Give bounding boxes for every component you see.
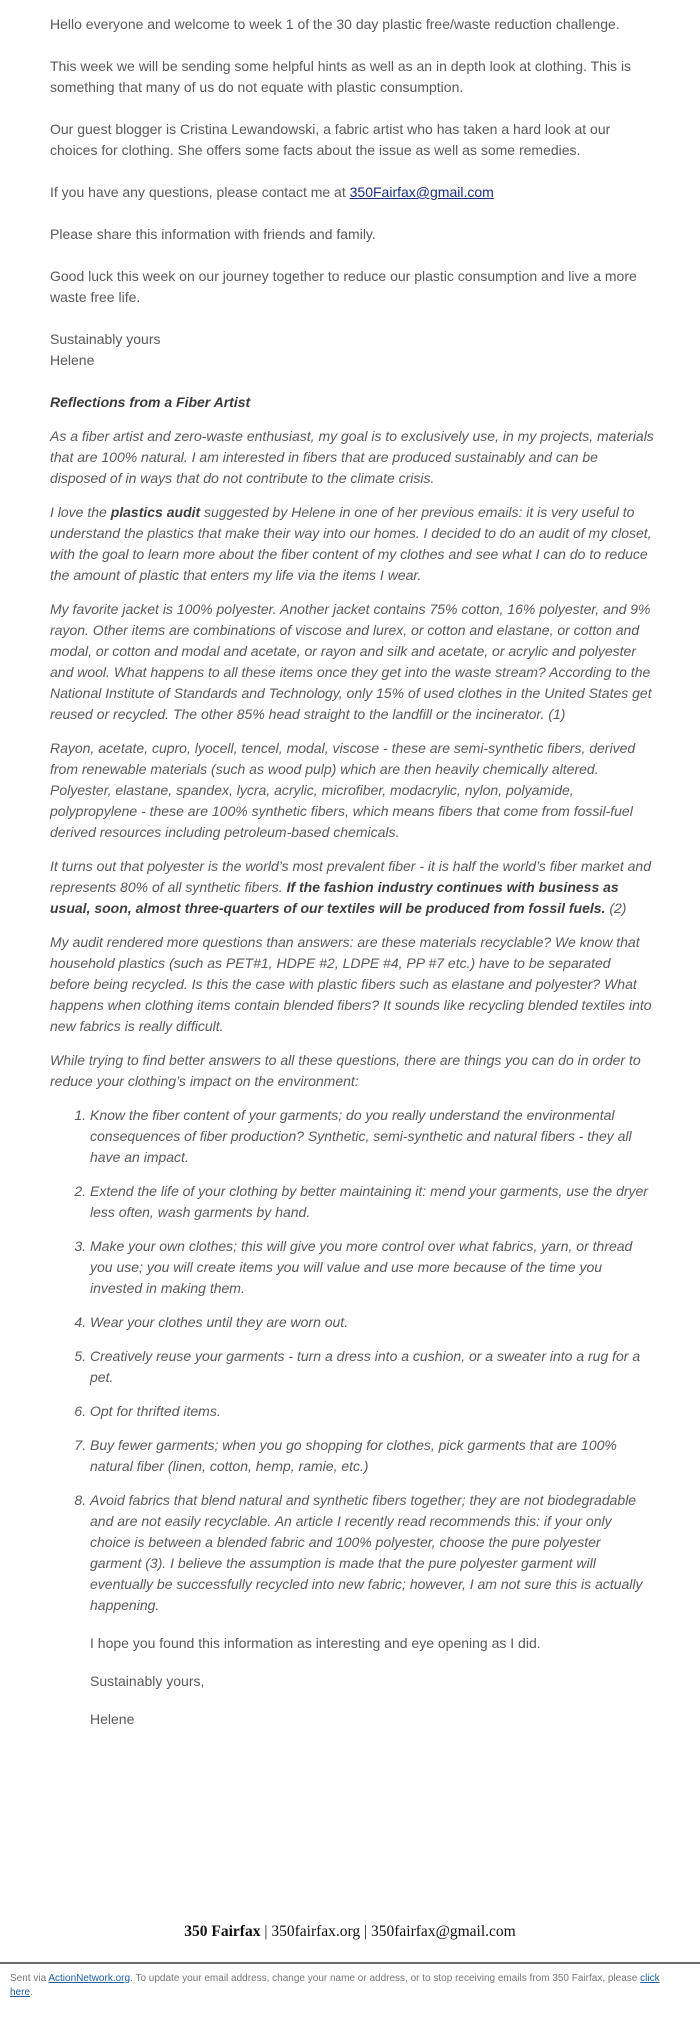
article-favorite-jacket: My favorite jacket is 100% polyester. Another jacket contains 75% cotton, 16% polyester, and 9% rayon. Other items are combinations of viscose and lurex, or cotton and elastane, or cotton and modal, or cotton and modal and acetate, or rayon and silk and acetate, or acrylic and polyester and wool. What happens to all these items once they get into the waste stream? According to the National Institute of Standards and Technology, only 15% of used clothes in the United States get reused or recycled. The other 85% head straight to the landfill or the incinerator. (1)	[50, 601, 652, 722]
intro-contact	[50, 182, 654, 203]
intro-share: Please share this information with friends and family.	[50, 226, 376, 242]
footer-separator: |	[260, 1923, 272, 1940]
intro-welcome: Hello everyone and welcome to week 1 of the 30 day plastic free/waste reduction challenge.	[50, 16, 620, 32]
list-item: 7. Buy fewer garments; when you go shopping for clothes, pick garments that are 100% natural fiber (linen, cotton, hemp, ramie, etc.)	[90, 1435, 654, 1477]
footer-separator: |	[360, 1923, 372, 1940]
text: I love the	[50, 504, 111, 520]
list-item: 6. Opt for thrifted items.	[90, 1401, 654, 1422]
sent-via-text: Sent via	[10, 1973, 49, 1984]
list-item: 1. Know the fiber content of your garments; do you really understand the environmental consequences of fiber production? Synthetic, semi-synthetic and natural fibers - they all have an impact.	[90, 1105, 654, 1168]
intro-signature	[50, 329, 654, 371]
contact-text: If you have any questions, please contact me at	[50, 184, 350, 200]
article-audit-questions: My audit rendered more questions than answers: are these materials recyclable? We know that household plastics (such as PET#1, HDPE #2, LDPE #4, PP #7 etc.) have to be separated before being recycled. Is this the case with plastic fibers such as elastane and polyester? What happens when clothing items contain blended fibers? It sounds like recycling blended textiles into new fabrics is really difficult.	[50, 934, 652, 1034]
list-item: 5. Creatively reuse your garments - turn a dress into a cushion, or a sweater into a rug for a pet.	[90, 1346, 654, 1388]
list-item: 4. Wear your clothes until they are worn out.	[90, 1312, 654, 1333]
text: It turns out that polyester is the world’s most prevalent fiber - it is half the world’s fiber market and represents 80% of all synthetic fibers.	[50, 858, 651, 895]
text: suggested by Helene in one of her previous emails: it is very useful to understand the plastics that make their way into our homes. I decided to do an audit of my closet, with the goal to learn more about the fiber content of my clothes and see what I can do to reduce the amount of plastic that enters my life via the items I wear.	[50, 504, 652, 583]
article-plastics-audit	[50, 502, 654, 586]
closing-signoff: Sustainably yours,	[90, 1673, 205, 1689]
intro-good-luck: Good luck this week on our journey together to reduce our plastic consumption and live a more waste free life.	[50, 268, 637, 305]
unsubscribe-notice	[10, 1972, 680, 2000]
contact-email-link[interactable]: 350Fairfax@gmail.com	[349, 184, 494, 200]
text: (2)	[605, 900, 627, 916]
footer-website: 350fairfax.org	[271, 1923, 361, 1940]
list-item: 3. Make your own clothes; this will give you more control over what fabrics, yarn, or thread you use; you will create items you will value and use more because of the time you invested in making them.	[90, 1236, 654, 1299]
closing-name: Helene	[90, 1711, 135, 1727]
footer-email: 350fairfax@gmail.com	[371, 1923, 516, 1940]
article-tips-intro: While trying to find better answers to all these questions, there are things you can do in order to reduce your clothing’s impact on the environment:	[50, 1052, 641, 1089]
list-item: 8. Avoid fabrics that blend natural and synthetic fibers together; they are not biodegradable and are not easily recyclable. An article I recently read recommends this: if your only choice is between a blended fabric and 100% polyester, choose the pure polyester garment (3). I believe the assumption is made that the pure polyester garment will eventually be successfully recycled into new fabric; however, I am not sure this is actually happening.	[90, 1490, 654, 1616]
plastics-audit-bold: plastics audit	[110, 504, 201, 520]
article-polyester-prevalence	[50, 856, 654, 919]
footer-divider	[0, 1962, 700, 1964]
footer-contact-line	[0, 1923, 700, 1941]
email-body	[50, 14, 654, 1747]
signoff: Sustainably yours	[50, 331, 161, 347]
click-here-link[interactable]: click here	[10, 1973, 660, 1998]
legal-text: . To update your email address, change your name or address, or to stop receiving emails from 350 Fairfax, please	[130, 1973, 641, 1984]
article-title: Reflections from a Fiber Artist	[50, 394, 251, 410]
fashion-industry-bold: If the fashion industry continues with business as usual, soon, almost three-quarters of our textiles will be produced from fossil fuels.	[50, 879, 619, 916]
article-fiber-types: Rayon, acetate, cupro, lyocell, tencel, modal, viscose - these are semi-synthetic fibers, derived from renewable materials (such as wood pulp) which are then heavily chemically altered. Polyester, elastane, spandex, lycra, acrylic, microfiber, modacrylic, nylon, polyamide, polypropylene - these are 100% synthetic fibers, which means fibers that come from fossil-fuel derived resources including petroleum-based chemicals.	[50, 740, 636, 840]
article-closing	[50, 1633, 654, 1730]
list-item: 2. Extend the life of your clothing by better maintaining it: mend your garments, use the dryer less often, wash garments by hand.	[90, 1181, 654, 1223]
article-intro: As a fiber artist and zero-waste enthusiast, my goal is to exclusively use, in my projects, materials that are 100% natural. I am interested in fibers that are produced sustainably and can be disposed of in ways that do not contribute to the climate crisis.	[50, 428, 654, 486]
actionnetwork-link[interactable]: ActionNetwork.org	[48, 1973, 131, 1984]
intro-guest-blogger: Our guest blogger is Cristina Lewandowski, a fabric artist who has taken a hard look at our choices for clothing. She offers some facts about the issue as well as some remedies.	[50, 121, 611, 158]
footer-org-name: 350 Fairfax	[184, 1923, 261, 1940]
tips-list	[50, 1105, 654, 1616]
legal-end: .	[30, 1987, 33, 1998]
signature-name: Helene	[50, 352, 95, 368]
intro-hints: This week we will be sending some helpful hints as well as an in depth look at clothing. This is something that many of us do not equate with plastic consumption.	[50, 58, 632, 95]
closing-text: I hope you found this information as interesting and eye opening as I did.	[90, 1635, 541, 1651]
